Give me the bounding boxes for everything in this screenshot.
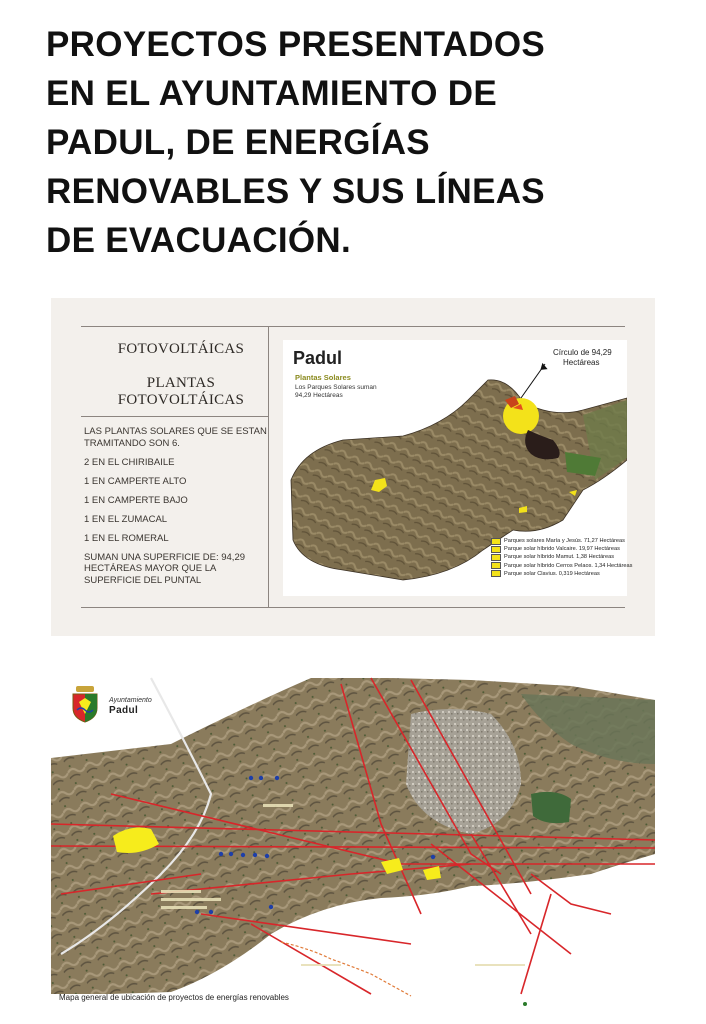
- solar-plants-map: [283, 340, 633, 596]
- legend-swatch: [491, 570, 501, 577]
- legend-item: [491, 545, 632, 553]
- coat-of-arms-icon: [67, 684, 103, 724]
- legend-item: [491, 562, 632, 570]
- list-item: 1 EN CAMPERTE ALTO: [84, 475, 187, 487]
- list-item: LAS PLANTAS SOLARES QUE SE ESTAN TRAMITANDO SON 6.: [84, 426, 267, 449]
- headline: [46, 20, 676, 265]
- legend-item: [491, 537, 632, 545]
- map-legend: [491, 537, 632, 578]
- divider: [81, 326, 625, 327]
- municipality-logo: [67, 684, 157, 724]
- list-item: SUMAN UNA SUPERFICIE DE: 94,29 HECTÁREAS MAYOR QUE LA SUPERFICIE DEL PUNTAL: [84, 551, 246, 586]
- legend-label: Parques solares María y Jesús. 71,27 Hectáreas: [504, 538, 625, 544]
- map-title: Padul: [293, 348, 343, 368]
- section-heading: FOTOVOLTÁICAS: [117, 341, 245, 357]
- list-item: 1 EN CAMPERTE BAJO: [84, 494, 188, 506]
- headline-line: RENOVABLES Y SUS LÍNEAS: [46, 172, 545, 211]
- logo-text: Ayuntamiento: [109, 697, 152, 704]
- divider: [81, 607, 625, 608]
- divider: [81, 416, 268, 417]
- list-item: 2 EN EL CHIRIBAILE: [84, 456, 175, 468]
- legend-label: Parque solar híbrido Valcaire. 19,97 Hectáreas: [504, 546, 620, 553]
- headline-line: PADUL, DE ENERGÍAS: [46, 123, 430, 162]
- heading-line: FOTOVOLTÁICAS: [117, 392, 245, 408]
- legend-swatch: [491, 546, 501, 553]
- renewable-projects-map: [51, 674, 655, 1014]
- legend-swatch: [491, 538, 501, 545]
- map-caption: Mapa general de ubicación de proyectos de energías renovables: [59, 993, 289, 1002]
- solar-plants-list: [84, 426, 274, 594]
- caption-line: Los Parques Solares suman: [295, 384, 377, 391]
- headline-line: EN EL AYUNTAMIENTO DE: [46, 74, 497, 113]
- legend-label: Parque solar híbrido Cerros Pelaos. 1,34 Hectáreas: [504, 562, 633, 569]
- aerial-map-image: [51, 674, 655, 1014]
- caption-line: 94,29 Hectáreas: [295, 392, 343, 399]
- legend-item: [491, 553, 632, 561]
- map-subtitle: Plantas Solares: [295, 373, 351, 382]
- solar-plants-info-panel: [51, 298, 655, 636]
- list-item: 1 EN EL ZUMACAL: [84, 513, 168, 525]
- map-caption: [295, 384, 385, 400]
- list-item: 1 EN EL ROMERAL: [84, 532, 169, 544]
- headline-line: PROYECTOS PRESENTADOS: [46, 25, 545, 64]
- section-heading: [81, 375, 281, 409]
- legend-label: Parque solar híbrido Mamut. 1,38 Hectáreas: [504, 554, 615, 561]
- legend-label: Parque solar Clavius. 0,319 Hectáreas: [504, 570, 600, 577]
- headline-line: DE EVACUACIÓN.: [46, 221, 351, 260]
- annotation-line: Hectáreas: [563, 358, 600, 367]
- legend-swatch: [491, 554, 501, 561]
- legend-swatch: [491, 562, 501, 569]
- heading-line: PLANTAS: [146, 375, 216, 391]
- annotation-line: Círculo de 94,29: [553, 348, 612, 357]
- logo-text: Padul: [109, 705, 139, 716]
- circle-annotation: [553, 348, 633, 368]
- legend-item: [491, 570, 632, 578]
